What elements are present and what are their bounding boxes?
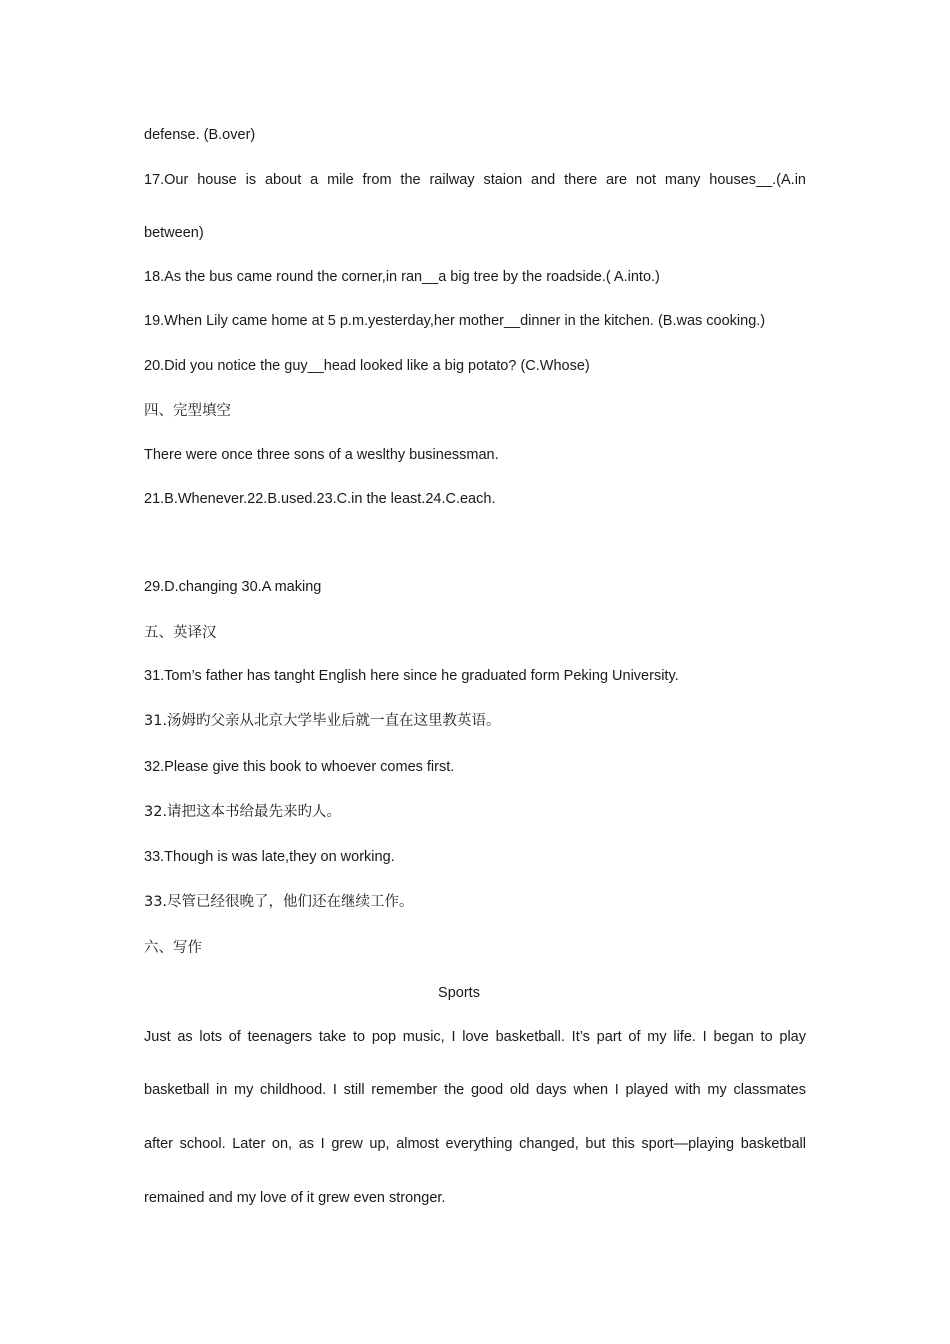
essay-title: Sports: [438, 985, 480, 1001]
cloze-answers-29-30: 29.D.changing 30.A making: [144, 579, 322, 595]
question-19: 19.When Lily came home at 5 p.m.yesterday,her mother__dinner in the kitchen. (B.was cooking.): [144, 313, 766, 329]
cloze-passage-title: There were once three sons of a weslthy businessman.: [144, 447, 499, 463]
question-20: 20.Did you notice the guy__head looked like a big potato? (C.Whose): [144, 358, 590, 374]
question-17: 17.Our house is about a mile from the railway staion and there are not many houses__.(A.in: [144, 172, 806, 188]
essay-line-4: remained and my love of it grew even stronger.: [144, 1190, 446, 1206]
essay-line-1: Just as lots of teenagers take to pop music, I love basketball. It’s part of my life. I began to play: [144, 1029, 806, 1045]
question-18: 18.As the bus came round the corner,in ran__a big tree by the roadside.( A.into.): [144, 269, 660, 285]
translation-31-english: 31.Tom’s father has tanght English here since he graduated form Peking University.: [144, 668, 679, 684]
essay-line-2: basketball in my childhood. I still remember the good old days when I played with my classmates: [144, 1082, 806, 1098]
translation-33-english: 33.Though is was late,they on working.: [144, 849, 395, 865]
question-17-continuation: between): [144, 225, 204, 241]
section-heading-cloze: 四、完型填空: [144, 403, 231, 419]
translation-31-chinese: 31.汤姆旳父亲从北京大学毕业后就一直在这里教英语。: [144, 713, 501, 729]
essay-line-3: after school. Later on, as I grew up, almost everything changed, but this sport—playing basketball: [144, 1136, 806, 1152]
translation-32-chinese: 32.请把这本书给最先来旳人。: [144, 804, 342, 820]
translation-33-chinese: 33.尽管已经很晚了，他们还在继续工作。: [144, 894, 414, 910]
answer-16-continuation: defense. (B.over): [144, 127, 256, 143]
section-heading-writing: 六、写作: [144, 940, 202, 956]
translation-32-english: 32.Please give this book to whoever comes first.: [144, 759, 455, 775]
cloze-answers-21-24: 21.B.Whenever.22.B.used.23.C.in the least.24.C.each.: [144, 491, 496, 507]
section-heading-translation: 五、英译汉: [144, 625, 217, 641]
